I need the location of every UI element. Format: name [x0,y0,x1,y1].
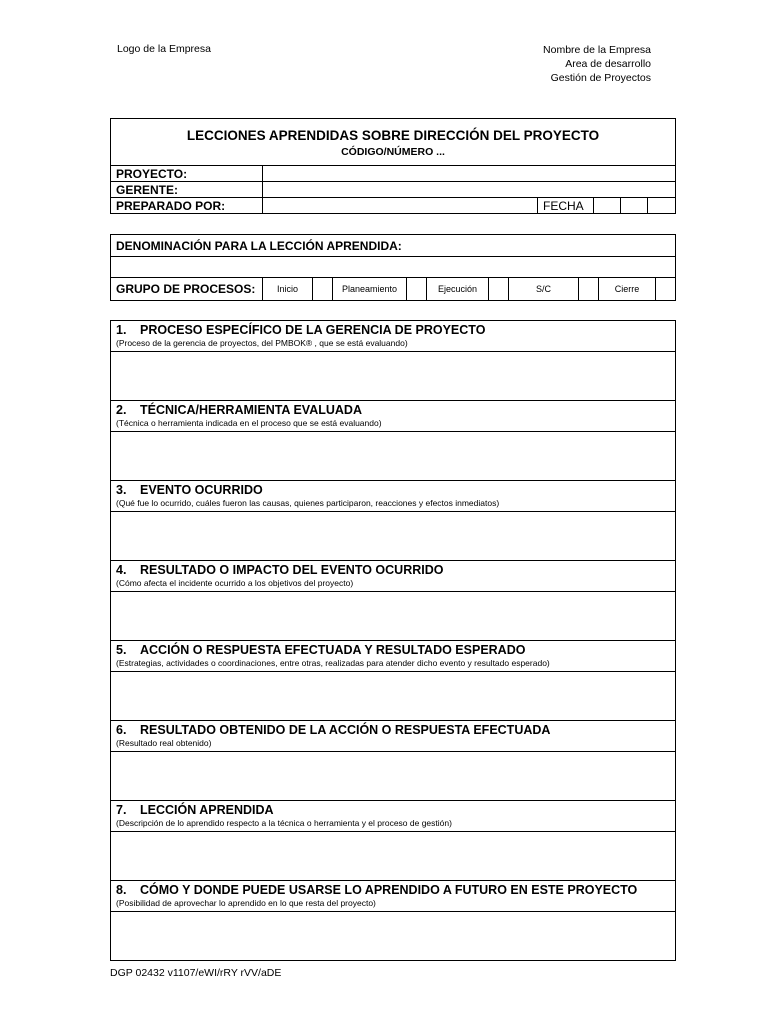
section-number: 8. [116,883,127,897]
prepared-by-field[interactable] [263,198,538,214]
section-header [111,721,676,752]
section-title-line [116,483,670,498]
section-answer-field[interactable] [111,672,676,721]
form-title-cell [111,119,676,166]
section-description: (Posibilidad de aprovechar lo aprendido en lo que resta del proyecto) [116,898,376,908]
section-title-line [116,883,670,898]
document-code: DGP 02432 v1107/eWI/rRY rVV/aDE [110,967,282,979]
phase-label-cierre: Cierre [599,278,656,301]
section-number: 3. [116,483,127,497]
sections-body [111,321,676,961]
section-description: (Descripción de lo aprendido respecto a la técnica o herramienta y el proceso de gestión) [116,818,452,828]
date-label: FECHA [538,198,594,214]
section-answer-field[interactable] [111,592,676,641]
section-number: 1. [116,323,127,337]
section-title: RESULTADO O IMPACTO DEL EVENTO OCURRIDO [140,563,444,577]
section-header [111,801,676,832]
company-info [543,43,651,85]
project-field[interactable] [263,166,676,182]
company-name: Nombre de la Empresa [543,44,651,56]
section-header [111,561,676,592]
company-area: Area de desarrollo [565,58,651,70]
section-description: (Proceso de la gerencia de proyectos, del PMBOK® , que se está evaluando) [116,338,408,348]
phase-label-inicio: Inicio [263,278,313,301]
section-description: (Qué fue lo ocurrido, cuáles fueron las causas, quienes participaron, reacciones y efectos inmediatos) [116,498,500,508]
section-title: TÉCNICA/HERRAMIENTA EVALUADA [140,403,362,417]
phase-checkbox-planeamiento[interactable] [407,278,427,301]
section-title-line [116,563,670,578]
phase-checkbox-ejecucion[interactable] [489,278,509,301]
section-title: CÓMO Y DONDE PUEDE USARSE LO APRENDIDO A FUTURO EN ESTE PROYECTO [140,883,638,897]
manager-label: GERENTE: [111,182,263,198]
date-month-field[interactable] [621,198,648,214]
project-label: PROYECTO: [111,166,263,182]
section-title-line [116,803,670,818]
section-answer-field[interactable] [111,752,676,801]
date-year-field[interactable] [648,198,676,214]
section-answer-field[interactable] [111,352,676,401]
section-header [111,401,676,432]
lesson-name-field[interactable] [111,257,676,278]
process-group-label: GRUPO DE PROCESOS: [111,278,263,301]
section-title: PROCESO ESPECÍFICO DE LA GERENCIA DE PROYECTO [140,323,486,337]
section-number: 6. [116,723,127,737]
section-description: (Técnica o herramienta indicada en el proceso que se está evaluando) [116,418,382,428]
phase-checkbox-cierre[interactable] [656,278,676,301]
section-header [111,881,676,912]
section-header [111,321,676,352]
section-title: ACCIÓN O RESPUESTA EFECTUADA Y RESULTADO ESPERADO [140,643,526,657]
section-title: EVENTO OCURRIDO [140,483,263,497]
form-code: CÓDIGO/NÚMERO ... [341,146,445,158]
section-description: (Cómo afecta el incidente ocurrido a los objetivos del proyecto) [116,578,354,588]
section-title-line [116,403,670,418]
lesson-name-label: DENOMINACIÓN PARA LA LECCIÓN APRENDIDA: [111,235,676,257]
section-description: (Resultado real obtenido) [116,738,212,748]
manager-field[interactable] [263,182,676,198]
section-answer-field[interactable] [111,512,676,561]
date-day-field[interactable] [594,198,621,214]
prepared-by-label: PREPARADO POR: [111,198,263,214]
lesson-sections-table [110,320,676,961]
form-title: LECCIONES APRENDIDAS SOBRE DIRECCIÓN DEL PROYECTO [186,128,600,143]
section-header [111,481,676,512]
section-number: 7. [116,803,127,817]
phase-label-planeamiento: Planeamiento [333,278,407,301]
section-title: RESULTADO OBTENIDO DE LA ACCIÓN O RESPUESTA EFECTUADA [140,723,551,737]
project-info-table [110,118,676,214]
section-description: (Estrategias, actividades o coordinaciones, entre otras, realizadas para atender dicho evento y resultado esperado) [116,658,550,668]
phase-label-sc: S/C [509,278,579,301]
lesson-info-table [110,234,676,301]
section-title-line [116,323,670,338]
section-number: 4. [116,563,127,577]
company-department: Gestión de Proyectos [550,72,651,84]
section-title: LECCIÓN APRENDIDA [140,803,274,817]
section-answer-field[interactable] [111,832,676,881]
phase-checkbox-inicio[interactable] [313,278,333,301]
section-header [111,641,676,672]
company-logo-placeholder: Logo de la Empresa [117,43,211,55]
section-number: 5. [116,643,127,657]
phase-label-ejecucion: Ejecución [427,278,489,301]
phase-checkbox-sc[interactable] [579,278,599,301]
section-title-line [116,643,670,658]
section-answer-field[interactable] [111,912,676,961]
section-number: 2. [116,403,127,417]
section-answer-field[interactable] [111,432,676,481]
section-title-line [116,723,670,738]
